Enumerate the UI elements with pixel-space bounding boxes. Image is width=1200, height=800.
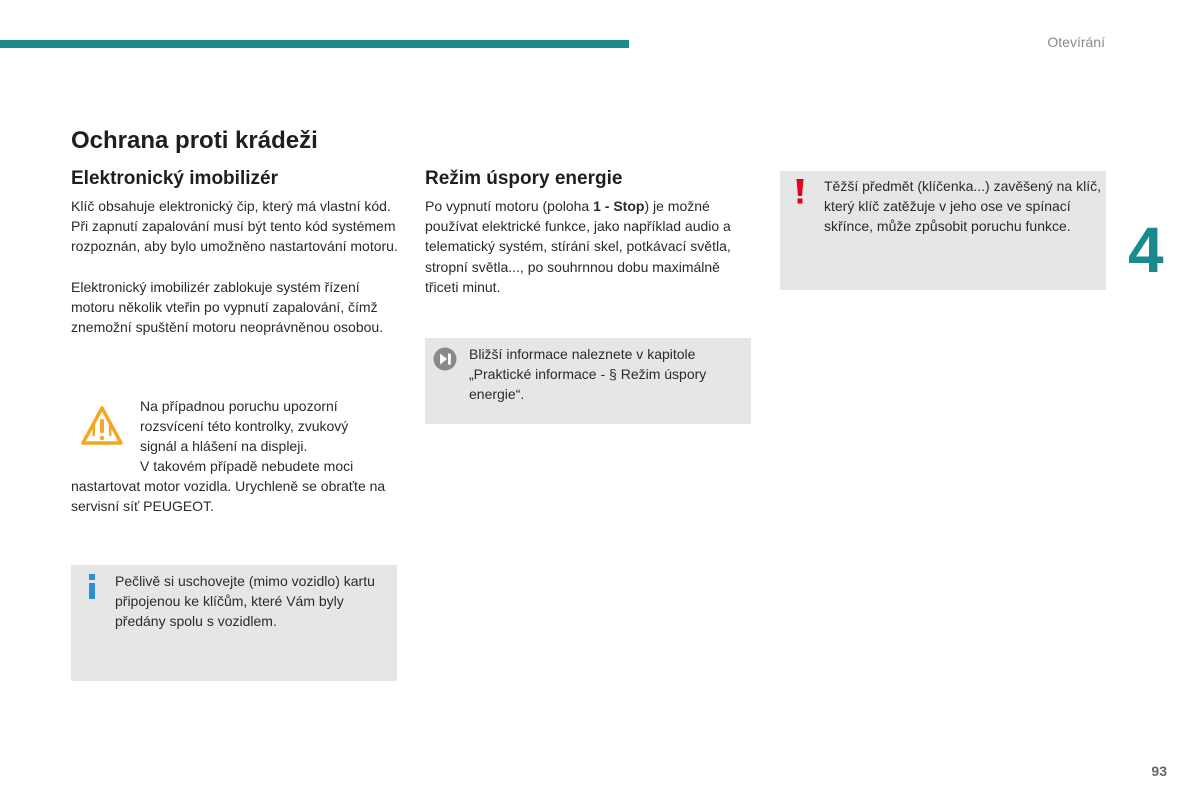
energy-saving-para xyxy=(425,196,755,297)
energy-para-end: ) je možné používat elektrické funkce, jako například audio a telematický systém, stírání skel, potkávací světla, stropní světla..., po souhrnnou dobu maximálně třiceti minut. xyxy=(425,198,731,295)
stop-position-label: 1 - Stop xyxy=(593,198,645,214)
skip-forward-icon xyxy=(433,347,457,371)
immobilizer-para-1: Klíč obsahuje elektronický čip, který má vlastní kód. Při zapnutí zapalování musí být tento kód systémem rozpoznán, aby bylo umožněno nastartování motoru. xyxy=(71,198,398,255)
warning-text-1: Na případnou poruchu upozorní rozsvícení této kontrolky, zvukový signál a hlášení na displeji. xyxy=(140,398,349,455)
warning-triangle-icon xyxy=(80,404,124,448)
reference-box-text: Bližší informace naleznete v kapitole „Praktické informace - § Režim úspory energie“. xyxy=(469,346,707,403)
warning-text-2: V takovém případě nebudete moci nastartovat motor vozidla. Urychleně se obraťte na servisní síť PEUGEOT. xyxy=(71,458,386,515)
exclamation-icon xyxy=(795,179,805,205)
energy-para-start: Po vypnutí motoru (poloha xyxy=(425,198,594,214)
alert-box-text: Těžší předmět (klíčenka...) zavěšený na klíč, který klíč zatěžuje v jeho ose ve spínací skřínce, může způsobit poruchu funkce. xyxy=(824,178,1101,235)
reference-box xyxy=(425,338,751,424)
chapter-number: 4 xyxy=(1128,214,1164,286)
section-title: Otevírání xyxy=(1047,34,1105,50)
header-accent-bar xyxy=(0,40,629,48)
alert-box xyxy=(780,171,1106,290)
page-number: 93 xyxy=(1151,763,1167,779)
energy-saving-heading: Režim úspory energie xyxy=(425,168,623,189)
info-box xyxy=(71,565,397,681)
page-title: Ochrana proti krádeži xyxy=(71,127,318,154)
info-box-text: Pečlivě si uschovejte (mimo vozidlo) kartu připojenou ke klíčům, které Vám byly předány spolu s vozidlem. xyxy=(115,573,375,630)
info-icon xyxy=(86,574,98,600)
immobilizer-para-2: Elektronický imobilizér zablokuje systém řízení motoru několik vteřin po vypnutí zapalování, čímž znemožní spuštění motoru neoprávněnou osobou. xyxy=(71,279,384,336)
immobilizer-heading: Elektronický imobilizér xyxy=(71,168,278,189)
